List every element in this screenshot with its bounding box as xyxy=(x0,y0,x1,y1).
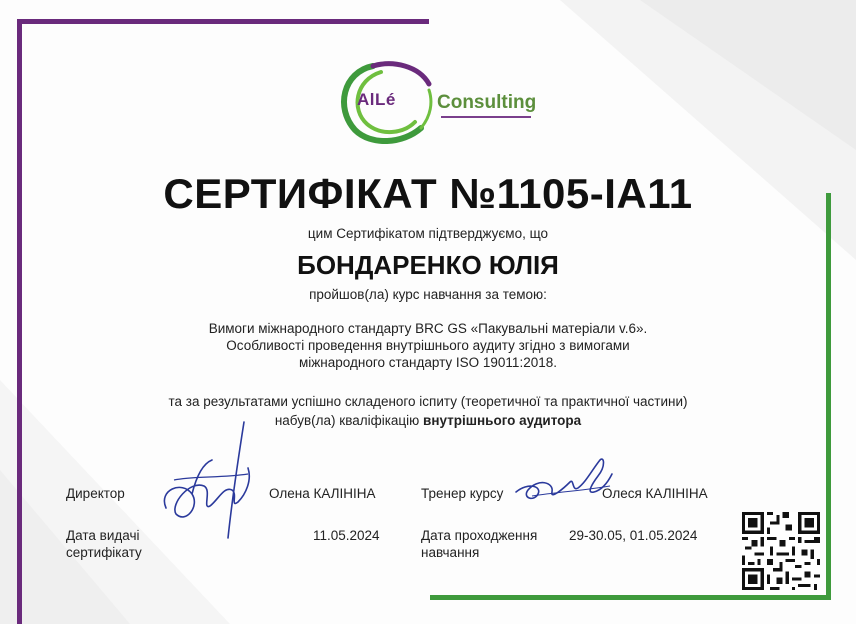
course-intro-text: пройшов(ла) курс навчання за темою: xyxy=(309,287,547,302)
training-dates: 29-30.05, 01.05.2024 xyxy=(569,528,698,543)
logo-mark-text: AlLé xyxy=(357,90,396,109)
course-topic xyxy=(0,320,856,371)
qr-code-icon[interactable] xyxy=(742,512,820,590)
qualification-block xyxy=(0,392,856,430)
recipient-name: БОНДАРЕНКО ЮЛІЯ xyxy=(297,250,559,280)
director-signature xyxy=(152,420,262,540)
issue-date-label-2: сертифікату xyxy=(66,545,142,560)
frame-top-bar xyxy=(17,19,429,24)
trainer-name: Олеся КАЛІНІНА xyxy=(602,486,708,501)
trainer-label: Тренер курсу xyxy=(421,486,504,501)
logo-underline xyxy=(441,116,531,118)
director-name: Олена КАЛІНІНА xyxy=(269,486,376,501)
qualification-title: внутрішнього аудитора xyxy=(423,413,582,428)
qualification-line xyxy=(0,411,856,430)
training-date-label-1: Дата проходження xyxy=(421,528,538,543)
training-date-label-2: навчання xyxy=(421,545,480,560)
topic-line: Особливості проведення внутрішнього аудиту згідно з вимогами xyxy=(226,338,630,353)
result-line: та за результатами успішно складеного іспиту (теоретичної та практичної частини) xyxy=(168,394,688,409)
director-label: Директор xyxy=(66,486,125,501)
frame-bottom-bar xyxy=(430,595,831,600)
topic-line: Вимоги міжнародного стандарту BRC GS «Пакувальні матеріали v.6». xyxy=(208,321,648,336)
intro-text: цим Сертифікатом підтверджуємо, що xyxy=(307,226,549,241)
issue-date-label-1: Дата видачі xyxy=(66,528,140,543)
issue-date: 11.05.2024 xyxy=(313,528,380,543)
qualification-prefix: набув(ла) кваліфікацію xyxy=(274,413,424,428)
certificate-title: СЕРТИФІКАТ №1105-IA11 xyxy=(163,170,693,217)
topic-line: міжнародного стандарту ISO 19011:2018. xyxy=(299,355,557,370)
logo-name: Consulting xyxy=(437,92,537,113)
